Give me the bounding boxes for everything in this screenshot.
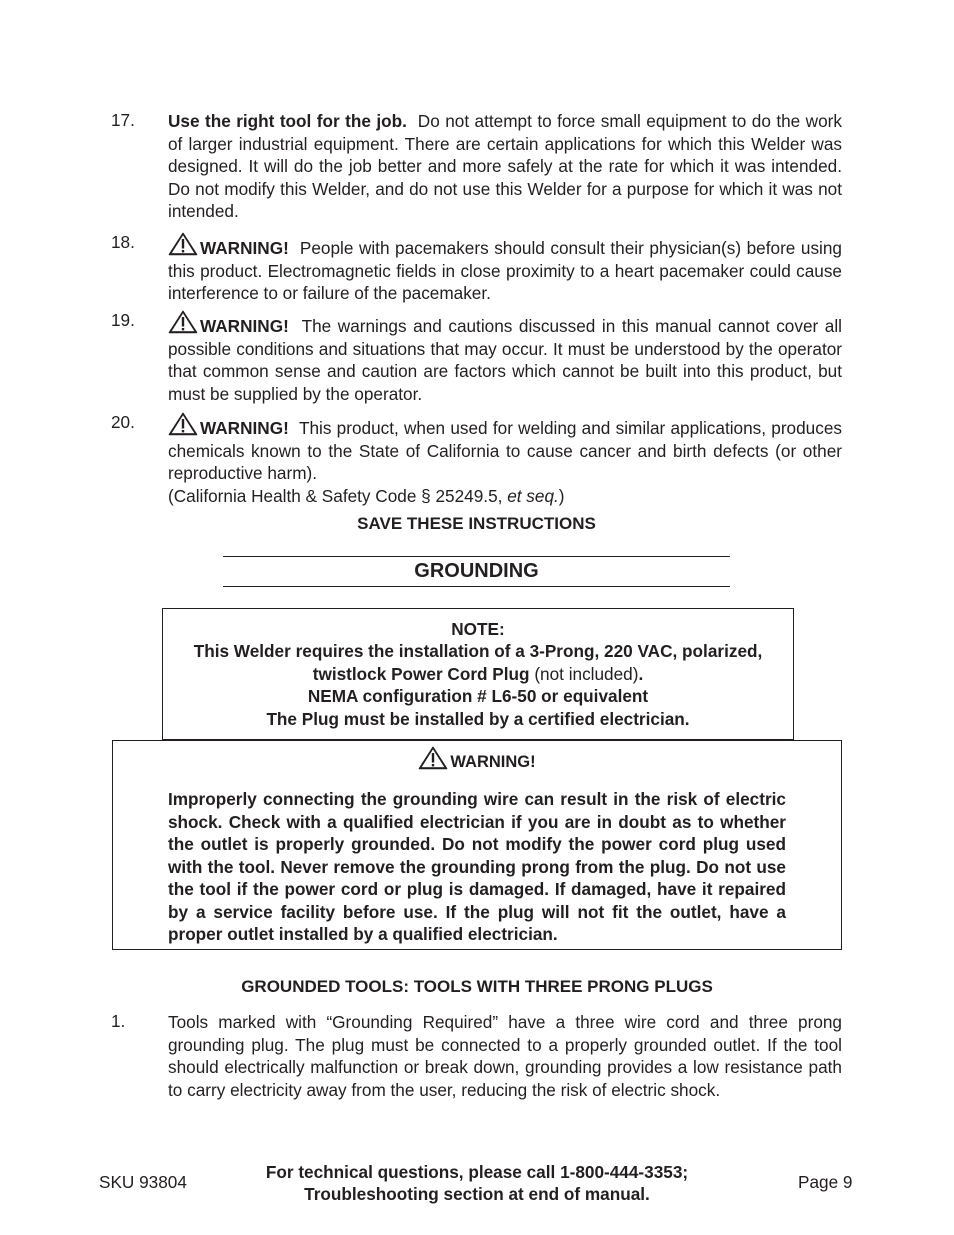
item-number: 19. — [111, 310, 135, 330]
note-line-2-normal: (not included) — [529, 663, 639, 684]
note-line-1: This Welder requires the installation of a 3-Prong, 220 VAC, polarized, — [193, 641, 763, 662]
note-line-2-bold: twistlock Power Cord Plug — [312, 663, 530, 684]
warning-label: WARNING! — [200, 316, 289, 336]
item-number: 17. — [111, 110, 135, 130]
section-rule-bottom — [223, 586, 730, 587]
note-line-2 — [163, 663, 793, 685]
warning-triangle-icon — [168, 310, 198, 334]
grounded-item-1 — [111, 1011, 842, 1101]
warning-triangle-icon — [168, 412, 198, 436]
item-text — [168, 110, 842, 223]
item-body: Do not attempt to force small equipment to do the work of larger industrial equipment. There are certain applications for which this Welder was designed. It will do the job better and more safely at the rate for which it was intended. Do not modify this Welder, and do not use this Welder for a purpose for which it was not intended. — [168, 111, 842, 221]
footer-sku: SKU 93804 — [99, 1172, 187, 1192]
warning-label: WARNING! — [200, 238, 289, 258]
item-text — [168, 412, 842, 485]
instruction-item-18 — [111, 232, 842, 305]
instruction-item-20 — [111, 412, 842, 507]
warning-box — [112, 740, 842, 950]
item-lead: Use the right tool for the job. — [168, 111, 407, 131]
citation — [168, 485, 842, 508]
item-text — [168, 232, 842, 305]
footer-help — [200, 1162, 754, 1205]
item-number: 1. — [111, 1011, 126, 1031]
note-heading: NOTE: — [451, 619, 505, 639]
warning-triangle-icon — [168, 232, 198, 256]
grounded-tools-heading: GROUNDED TOOLS: TOOLS WITH THREE PRONG PLUGS — [241, 977, 713, 996]
instruction-item-19 — [111, 310, 842, 405]
item-body: People with pacemakers should consult their physician(s) before using this product. Electromagnetic fields in close proximity to a heart pacemaker could cause interference to or failure of the pacemaker. — [168, 238, 842, 303]
note-line-3: NEMA configuration # L6-50 or equivalent — [307, 686, 649, 707]
section-rule-top — [223, 556, 730, 557]
footer-help-line-1: For technical questions, please call 1-800-444-3353; — [265, 1162, 689, 1182]
item-body: This product, when used for welding and similar applications, produces chemicals known to the State of California to cause cancer and birth defects (or other reproductive harm). — [168, 418, 842, 483]
instruction-item-17 — [111, 110, 842, 223]
save-instructions-heading: SAVE THESE INSTRUCTIONS — [357, 514, 596, 533]
warning-box-label: WARNING! — [450, 753, 536, 771]
item-text: Tools marked with “Grounding Required” have a three wire cord and three prong grounding plug. The plug must be connected to a properly grounded outlet. If the tool should electrically malfunction or break down, grounding provides a low resistance path to carry electricity away from the user, reducing the risk of electric shock. — [168, 1012, 842, 1100]
footer-page-number: Page 9 — [798, 1172, 853, 1192]
item-body: The warnings and cautions discussed in this manual cannot cover all possible conditions and situations that may occur. It must be understood by the operator that common sense and caution are factors which cannot be built into this product, but must be supplied by the operator. — [168, 316, 842, 404]
note-line-4: The Plug must be installed by a certified electrician. — [266, 708, 690, 729]
warning-triangle-icon — [418, 746, 448, 770]
warning-box-title — [113, 746, 841, 772]
item-number: 18. — [111, 232, 135, 252]
item-text — [168, 310, 842, 405]
section-title: GROUNDING — [414, 560, 539, 582]
warning-box-text: Improperly connecting the grounding wire can result in the risk of electric shock. Check with a qualified electrician if you are in doubt as to whether the outlet is properly grounded. Do not modify the power cord plug used with the tool. Never remove the grounding prong from the plug. Do not use the tool if the power cord or plug is damaged. If damaged, have it repaired by a service facility before use. If the plug will not fit the outlet, have a proper outlet installed by a qualified electrician. — [168, 789, 786, 944]
citation-close: ) — [558, 485, 565, 506]
citation-text: (California Health & Safety Code § 25249.5, — [168, 485, 508, 506]
item-number: 20. — [111, 412, 135, 432]
note-line-2-end: . — [638, 663, 644, 684]
note-box — [162, 608, 794, 740]
footer-help-line-2: Troubleshooting section at end of manual. — [304, 1183, 650, 1204]
warning-label: WARNING! — [200, 418, 289, 438]
citation-et-seq: et seq. — [507, 485, 559, 506]
